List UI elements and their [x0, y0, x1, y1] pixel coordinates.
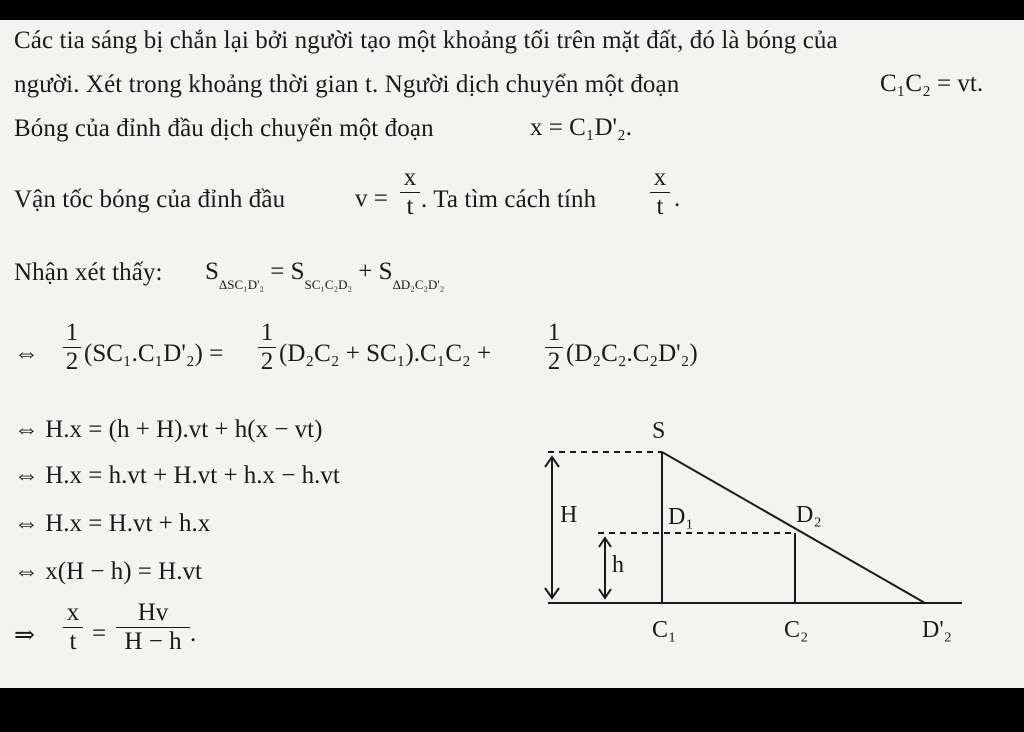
step3: ⇔ H.x = h.vt + H.vt + h.x − h.vt	[14, 462, 340, 489]
area-s2-subscript: SC₁C₂D₂	[304, 277, 353, 292]
label-D2: D₂	[796, 502, 822, 528]
light-ray	[662, 452, 925, 603]
fraction-denominator: t	[69, 628, 77, 655]
step1-part-a: (SC₁.C₁D'₂) =	[84, 340, 224, 367]
x-expression: x = C₁D'₂.	[530, 114, 633, 141]
velocity-mid-text: . Ta tìm cách tính	[421, 186, 597, 213]
fraction-numerator: x	[66, 599, 80, 626]
step6-arrow: ⇒	[14, 622, 35, 649]
step4: ⇔ H.x = H.vt + h.x	[14, 510, 211, 537]
label-h: h	[612, 552, 624, 578]
area-s2: S	[290, 258, 305, 285]
area-plus: +	[358, 258, 373, 285]
fraction-denominator: H − h	[124, 628, 182, 655]
step6-eq: =	[92, 620, 107, 647]
label-H: H	[560, 502, 578, 528]
fraction-denominator: 2	[547, 348, 561, 375]
fraction-numerator: 1	[65, 319, 79, 346]
step1-part-b: (D₂C₂ + SC₁).C₁C₂ +	[279, 340, 492, 367]
area-s3: S	[378, 258, 393, 285]
remark-label: Nhận xét thấy:	[14, 259, 163, 286]
velocity-intro: Vận tốc bóng của đỉnh đầu	[14, 186, 286, 213]
velocity-v-eq: v =	[355, 185, 388, 212]
step5: ⇔ x(H − h) = H.vt	[14, 558, 202, 585]
fraction-denominator: t	[656, 193, 664, 220]
fraction-denominator: 2	[260, 348, 274, 375]
label-C2: C₂	[784, 617, 809, 643]
fraction-numerator: Hv	[137, 599, 169, 626]
fraction-denominator: t	[406, 193, 414, 220]
fraction-denominator: 2	[65, 348, 79, 375]
step1-arrow: ⇔	[14, 340, 39, 367]
label-C1: C₁	[652, 617, 677, 643]
velocity-end: .	[674, 185, 681, 212]
paragraph-line-2-text: người. Xét trong khoảng thời gian t. Người dịch chuyển một đoạn	[14, 71, 680, 98]
fraction-numerator: 1	[547, 319, 561, 346]
label-D-prime-2: D'₂	[922, 617, 953, 643]
area-eq: =	[270, 258, 285, 285]
label-D1: D₁	[668, 504, 694, 530]
area-s3-subscript: ΔD₂C₂D'₂	[392, 277, 445, 292]
c1c2-expression: C₁C₂ = vt.	[880, 70, 984, 97]
textbook-page	[0, 20, 1024, 688]
fraction-numerator: x	[653, 164, 667, 191]
step2: ⇔ H.x = (h + H).vt + h(x − vt)	[14, 416, 323, 443]
shadow-diagram	[0, 20, 1024, 688]
fraction-numerator: 1	[260, 319, 274, 346]
step1-part-c: (D₂C₂.C₂D'₂)	[566, 340, 698, 367]
step6-end: .	[190, 620, 197, 647]
fraction-numerator: x	[403, 164, 417, 191]
paragraph-line-3: Bóng của đỉnh đầu dịch chuyển một đoạn	[14, 115, 434, 142]
area-s1-subscript: ΔSC₁D'₂	[218, 277, 264, 292]
paragraph-line-1: Các tia sáng bị chắn lại bởi người tạo một khoảng tối trên mặt đất, đó là bóng của	[14, 27, 838, 54]
area-s1: S	[205, 258, 219, 285]
label-S: S	[652, 418, 666, 444]
